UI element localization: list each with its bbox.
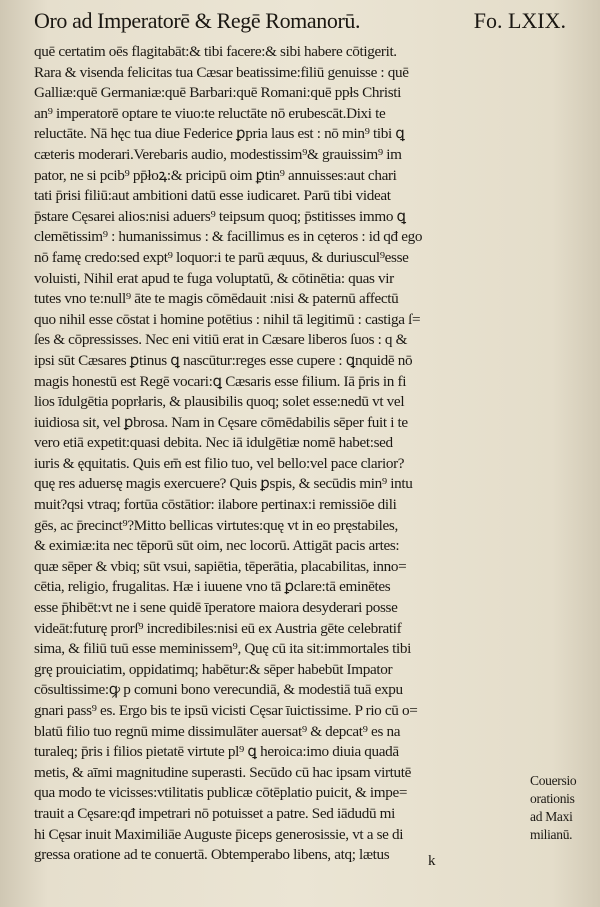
text-line: iuidiosa sit, vel ꝑbrosa. Nam in Cęsare cōmēdabilis sēper fuit i te [34, 413, 408, 431]
text-line: quæ sēper & vbiq; sūt vsui, sapiētia, tēperātia, placabilitas, inno= [34, 557, 407, 575]
text-line: p̄stare Cęsarei alios:nisi aduers⁹ teipsum quoq; p̄stitisses immo ꝗ [34, 207, 406, 225]
text-line: quo nihil esse cōstat i homine potētius : nihil tā legitimū : castiga ſ= [34, 310, 421, 328]
margin-note [530, 772, 596, 844]
margin-note-line: ad Maxi [530, 809, 573, 824]
running-header [34, 8, 566, 42]
folio-number: Fo. LXIX. [473, 8, 566, 33]
text-line: esse p̄hibēt:vt ne i sene quidē īperatore maiora desyderari posse [34, 599, 398, 617]
text-line: voluisti, Nihil erat apud te fuga voluptatū, & cōtinētia: quas vir [34, 269, 394, 287]
text-line: quę res aduersę magis exercuere? Quis ꝑspis, & secūdis min⁹ intu [34, 475, 413, 493]
text-line: sima, & filiū tuū esse meminissem⁹, Quę cū ita sit:immortales tibi [34, 640, 412, 658]
text-line: nō famę credo:sed expt⁹ loquor:i te parū æquus, & duriuscul⁹esse [34, 248, 409, 266]
margin-note-line: milianū. [530, 827, 573, 842]
text-line: magis honestū est Regē vocari:ꝗ Cæsaris esse filium. Iā p̄ris in fi [34, 372, 407, 390]
text-line: gēs, ac p̄recinct⁹?Mitto bellicas virtutes:quę vt in eo pręstabiles, [34, 516, 398, 534]
text-line: ipsi sūt Cæsares ꝑtinus ꝗ nascūtur:reges esse cupere : ꝗnquidē nō [34, 351, 413, 369]
text-line: cōsultissime:ꝙ p comuni bono verecundiā, & modestiā tuā expu [34, 681, 403, 699]
text-line: videāt:futurę prorſ⁹ incredibiles:nisi eū ex Austria gēte celebratif [34, 619, 402, 637]
text-line: turaleq; p̄ris i filios pietatē virtute pl⁹ ꝗ heroica:imo diuia quadā [34, 743, 399, 761]
text-line: cētia, religio, frugalitas. Hæ i iuuene vno tā ꝑclare:tā eminētes [34, 578, 391, 596]
text-line: pator, ne si pcib⁹ pp̄łoꝝ:& pricipū oim ꝑtin⁹ annuisses:aut chari [34, 166, 397, 184]
signature-mark: k [428, 853, 436, 869]
margin-note-line: Couersio [530, 773, 577, 788]
running-title: Oro ad Imperatorē & Regē Romanorū. [34, 8, 361, 33]
margin-note-line: orationis [530, 791, 575, 806]
text-line: cæteris moderari.Verebaris audio, modestissim⁹& grauissim⁹ im [34, 145, 402, 163]
text-line: qua modo te vicisses:vtilitatis publicæ cōtēplatio puicit, & impe= [34, 784, 408, 802]
text-line: tutes vno te:null⁹ āte te magis cōmēdauit :nisi & paternū affectū [34, 290, 399, 308]
text-line: reluctāte. Nā hęc tua diue Federice ꝑpria laus est : nō min⁹ tibi ꝗ [34, 125, 405, 143]
text-line: quē certatim oēs flagitabāt:& tibi facere:& sibi habere cōtigerit. [34, 43, 397, 60]
text-line: tati p̄risi filiū:aut ambitioni datū esse iudicaret. Parū tibi videat [34, 187, 391, 205]
text-line: metis, & aīmi magnitudine superasti. Secūdo cū hac ipsam virtutē [34, 763, 412, 781]
text-line: ſes & cōpressisses. Nec eni vitiū erat in Cæsare liberos ſuos : q & [34, 331, 408, 349]
text-line: hi Cęsar inuit Maximiliāe Auguste p̄iceps generosissie, vt a se di [34, 825, 404, 843]
text-line: gressa oratione ad te conuertā. Obtemperabo libens, atq; lætus [34, 846, 390, 864]
text-line: iuris & ęquitatis. Quis em̄ est filio tuo, vel bello:vel pace clarior? [34, 454, 405, 472]
text-line: Rara & visenda felicitas tua Cæsar beatissime:filiū genuisse : quē [34, 63, 409, 81]
text-line: & eximiæ:ita nec tēporū sūt oim, nec locorū. Attigāt pacis artes: [34, 537, 400, 555]
text-line: an⁹ imperatorē optare te viuo:te reluctāte nō erubescāt.Dixi te [34, 104, 386, 122]
text-line: muit?qsi vtraq; fortūa cōstātior: ilabore pertinax:i remissiōe dili [34, 496, 397, 514]
text-line: Galliæ:quē Germaniæ:quē Barbari:quē Romani:quē ppłs Christi [34, 84, 401, 102]
text-line: vero etiā expetit:quasi debita. Nec iā idulgētiæ nomē habet:sed [34, 434, 393, 452]
text-line: gnari pass⁹ es. Ergo bis te ipsū vicisti Cęsar īuictissime. P rio cū o= [34, 702, 418, 719]
text-line: clemētissim⁹ : humanissimus : & facillimus es in cęteros : id qđ ego [34, 228, 423, 246]
text-line: grę prouiciatim, oppidatimq; habētur:& sēper habebūt Impator [34, 660, 393, 678]
text-line: trauit a Cęsare:qđ impetrari nō potuisset a patre. Sed iādudū mi [34, 804, 395, 822]
body-text [34, 42, 520, 866]
text-line: blatū filio tuo regnū mime dissimulāter auersat⁹ & depcat⁹ es na [34, 722, 401, 740]
text-line: lios īdulgētia poprłaris, & plausibilis quoq; solet esse:nedū vt vel [34, 393, 405, 411]
